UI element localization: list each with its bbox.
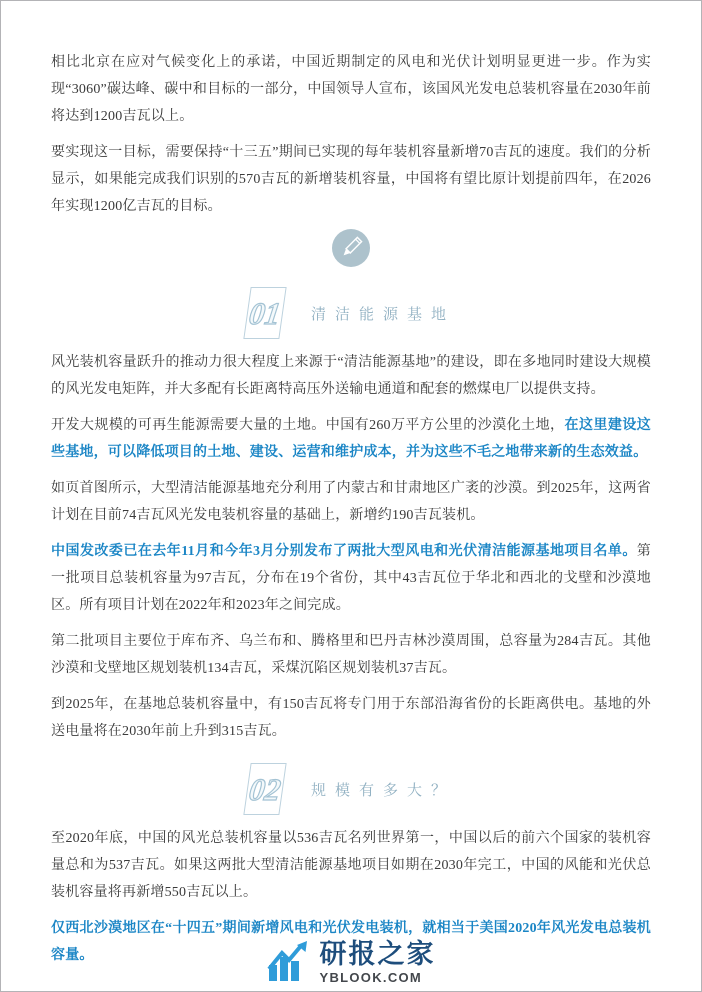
section-number: 01 [247, 295, 283, 331]
highlighted-text: 在这里建设这些基地，可以降低项目的土地、建设、运营和维护成本，并为这些不毛之地带来新的生态效益。 [51, 418, 651, 460]
paragraph-text: 第二批项目主要位于库布齐、乌兰布和、腾格里和巴丹吉林沙漠周围，总容量为284吉瓦。其他沙漠和戈壁地区规划装机134吉瓦，采煤沉陷区规划装机37吉瓦。 [51, 634, 651, 676]
section-divider [51, 231, 651, 269]
paragraph-text: 风光装机容量跃升的推动力很大程度上来源于“清洁能源基地”的建设，即在多地同时建设大规模的风光发电矩阵，并大多配有长距离特高压外送输电通道和配套的燃煤电厂以提供支持。 [51, 355, 651, 397]
section-number-badge [243, 287, 286, 339]
paragraph [51, 49, 651, 130]
logo-text [319, 938, 436, 985]
section-header-1 [51, 285, 651, 341]
paragraph-text: 开发大规模的可再生能源需要大量的土地。中国有260万平方公里的沙漠化土地， [51, 418, 565, 433]
section-number-badge [243, 763, 286, 815]
paragraph-text: 第一批项目总装机容量为97吉瓦，分布在19个省份，其中43吉瓦位于华北和西北的戈壁和沙漠地区。所有项目计划在2022年和2023年之间完成。 [51, 544, 651, 613]
paragraph [51, 139, 651, 220]
paragraph-text: 到2025年，在基地总装机容量中，有150吉瓦将专门用于东部沿海省份的长距离供电。基地的外送电量将在2030年前上升到315吉瓦。 [51, 697, 651, 739]
paragraph-text: 相比北京在应对气候变化上的承诺，中国近期制定的风电和光伏计划明显更进一步。作为实现“3060”碳达峰、碳中和目标的一部分，中国领导人宣布，该国风光发电总装机容量在2030年前将达到1200吉瓦以上。 [51, 55, 651, 124]
paragraph-text: 至2020年底，中国的风光总装机容量以536吉瓦名列世界第一，中国以后的前六个国家的装机容量总和为537吉瓦。如果这两批大型清洁能源基地项目如期在2030年完工，中国的风能和光伏总装机容量将再新增550吉瓦以上。 [51, 831, 651, 900]
paragraph-text: 如页首图所示，大型清洁能源基地充分利用了内蒙古和甘肃地区广袤的沙漠。到2025年，这两省计划在目前74吉瓦风光发电装机容量的基础上，新增约190吉瓦装机。 [51, 481, 651, 523]
pencil-icon [332, 229, 370, 272]
section-number: 02 [247, 771, 283, 807]
logo-name: 研报之家 [319, 938, 436, 969]
section-title: 规模有多大？ [310, 782, 455, 799]
paragraph [51, 412, 651, 466]
paragraph [51, 475, 651, 529]
paragraph-text: 要实现这一目标，需要保持“十三五”期间已实现的每年装机容量新增70吉瓦的速度。我们的分析显示，如果能完成我们识别的570吉瓦的新增装机容量，中国将有望比原计划提前四年，在2026年实现1200亿吉瓦的目标。 [51, 145, 651, 214]
highlighted-text: 仅西北沙漠地区在“十四五”期间新增风电和光伏发电装机，就相当于美国2020年风光发电总装机容量。 [51, 921, 651, 963]
section-header-2 [51, 761, 651, 817]
paragraph [51, 825, 651, 906]
paragraph [51, 538, 651, 619]
bar-chart-arrow-icon [267, 939, 311, 986]
highlighted-text: 中国发改委已在去年11月和今年3月分别发布了两批大型风电和光伏清洁能源基地项目名单。 [51, 544, 637, 559]
section-title: 清洁能源基地 [310, 306, 455, 323]
watermark-logo [1, 939, 701, 986]
document-body [1, 1, 701, 969]
logo-domain: YBLOOK.COM [319, 969, 423, 985]
paragraph [51, 628, 651, 682]
paragraph [51, 349, 651, 403]
paragraph [51, 691, 651, 745]
